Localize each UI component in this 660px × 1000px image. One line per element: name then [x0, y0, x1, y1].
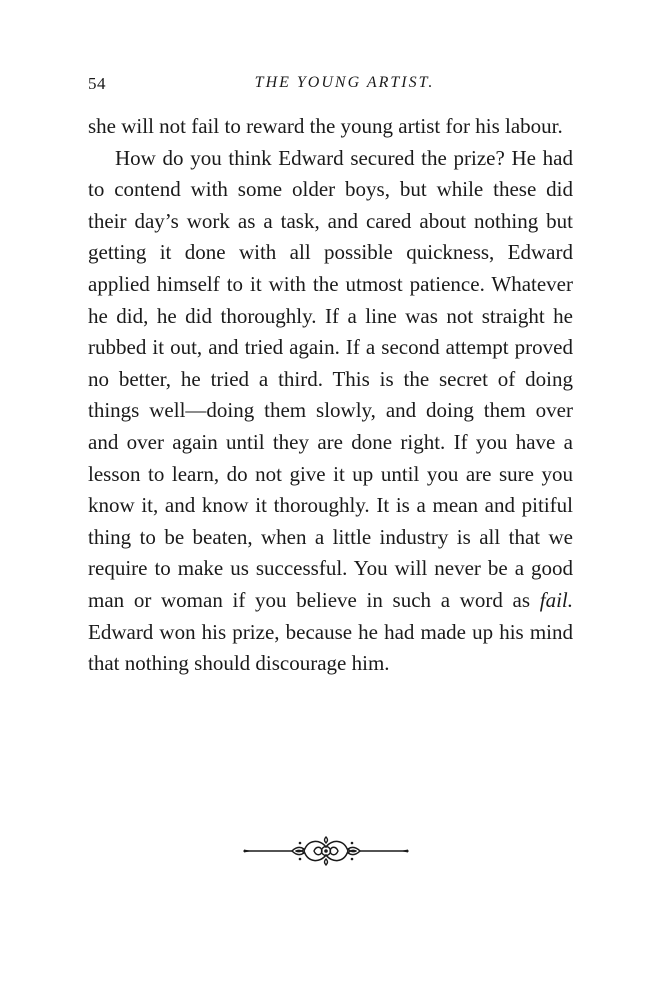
tailpiece-ornament-icon — [242, 834, 410, 868]
italic-word-fail: fail. — [539, 587, 573, 612]
paragraph-continued: she will not fail to reward the young artist for his labour. — [88, 114, 563, 138]
paragraph-main — [88, 143, 573, 680]
body-text — [88, 111, 573, 680]
running-title: THE YOUNG ARTIST. — [254, 74, 435, 91]
page-number: 54 — [88, 74, 106, 93]
paragraph-main-ending: Edward won his prize, because he had made up his mind that nothing should discourage him. — [88, 619, 573, 676]
page-header — [88, 74, 573, 102]
paragraph-main-text: How do you think Edward secured the prize? He had to contend with some older boys, but while these did their day’s work as a task, and cared about nothing but getting it done with all possible quickness, Edward applied himself to it with the utmost patience. Whatever he did, he did thoroughly. If a line was not straight he rubbed it out, and tried again. If a second attempt proved no better, he tried a third. This is the secret of doing things well—doing them slowly, and doing them over and over again until they are done right. If you have a lesson to learn, do not give it up until you are sure you know it, and know it thoroughly. It is a mean and pitiful thing to be beaten, when a little industry is all that we require to make us successful. You will never be a good man or woman if you believe in such a word as — [88, 145, 573, 612]
